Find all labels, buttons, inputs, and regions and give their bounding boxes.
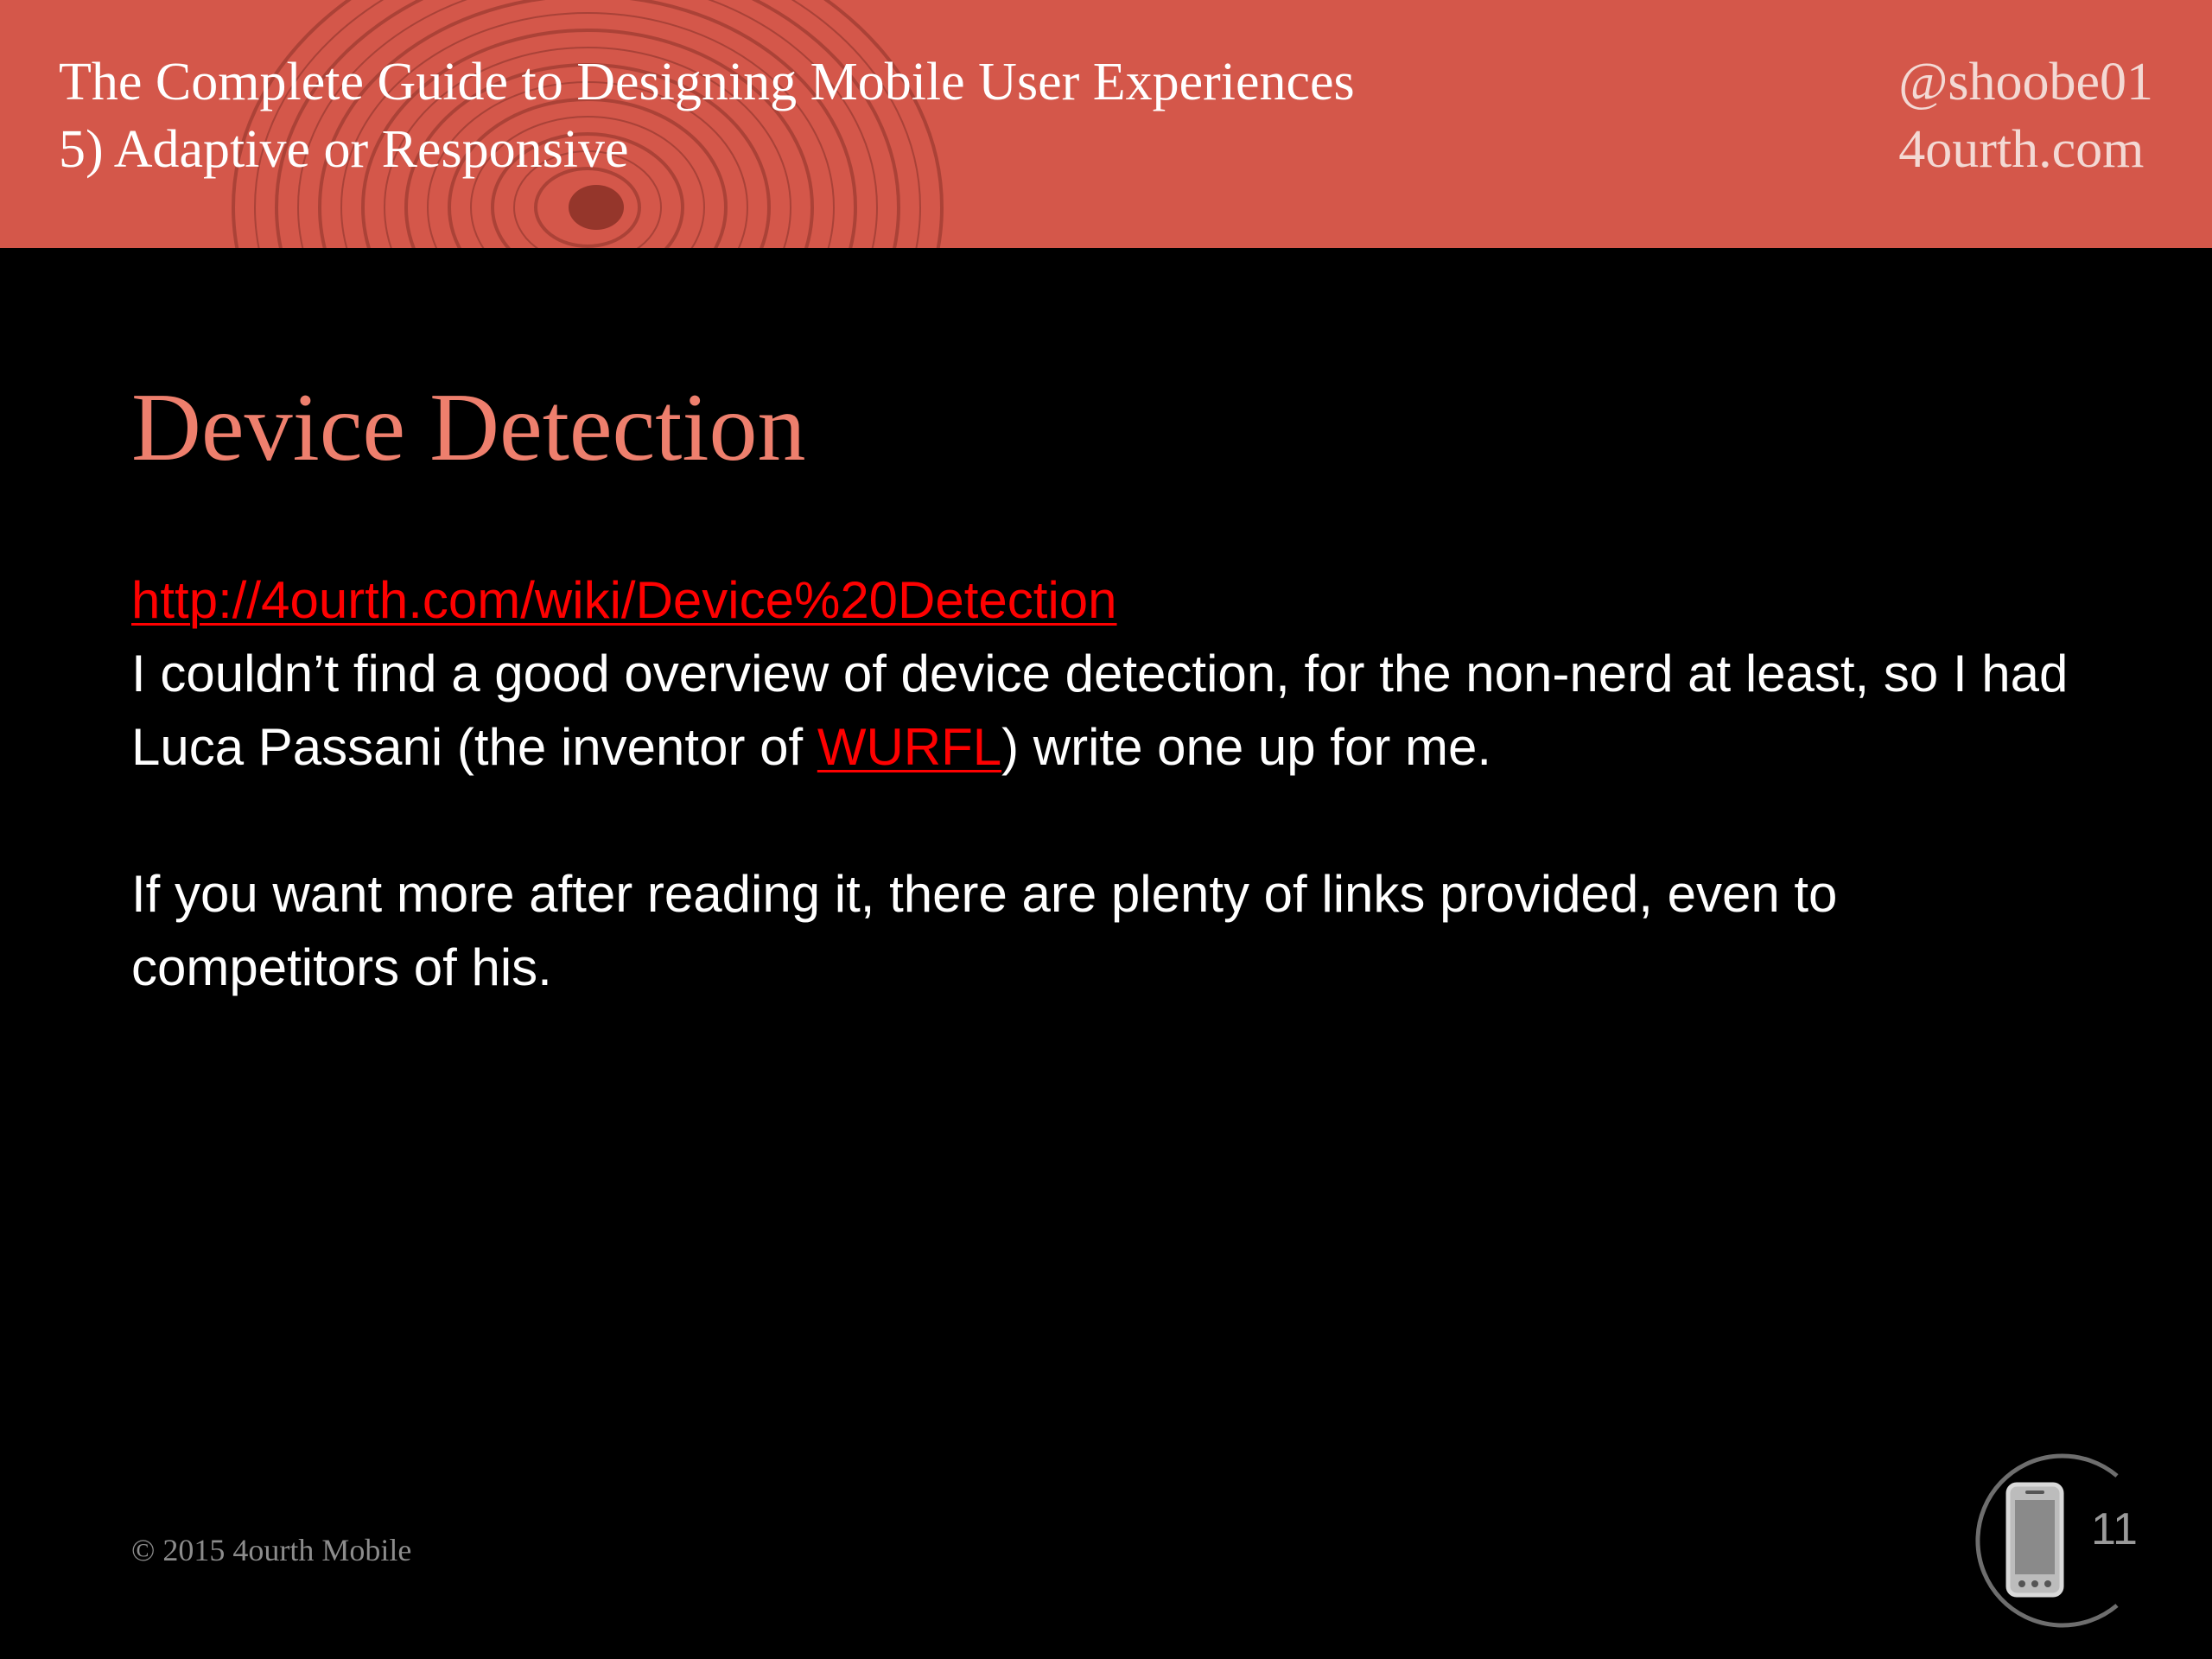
paragraph-1-text-a: I couldn’t find a good overview of device detection, for the non-nerd at least, so I had Luca Passani (the inventor of [131, 645, 2069, 776]
paragraph-spacer [131, 784, 2119, 857]
paragraph-2: If you want more after reading it, there are plenty of links provided, even to competitors of his. [131, 865, 1838, 996]
header-banner [0, 0, 2212, 248]
copyright-notice: © 2015 4ourth Mobile [131, 1533, 412, 1567]
reference-link-line [131, 563, 2119, 637]
course-title-line1: The Complete Guide to Designing Mobile User Experiences [59, 53, 1355, 111]
course-title [59, 48, 1355, 183]
course-title-line2: 5) Adaptive or Responsive [59, 120, 629, 179]
paragraph-1 [131, 637, 2119, 784]
wurfl-link[interactable]: WURFL [817, 718, 1002, 776]
paragraph-1-text-b: ) write one up for me. [1001, 718, 1492, 776]
page-number: 11 [2091, 1504, 2138, 1554]
reference-link[interactable]: http://4ourth.com/wiki/Device%20Detection [131, 571, 1117, 629]
slide-heading: Device Detection [131, 374, 806, 481]
author-info [1898, 48, 2153, 183]
author-handle: @shoobe01 [1898, 53, 2153, 111]
author-site: 4ourth.com [1898, 120, 2145, 179]
slide-body [131, 563, 2119, 1004]
